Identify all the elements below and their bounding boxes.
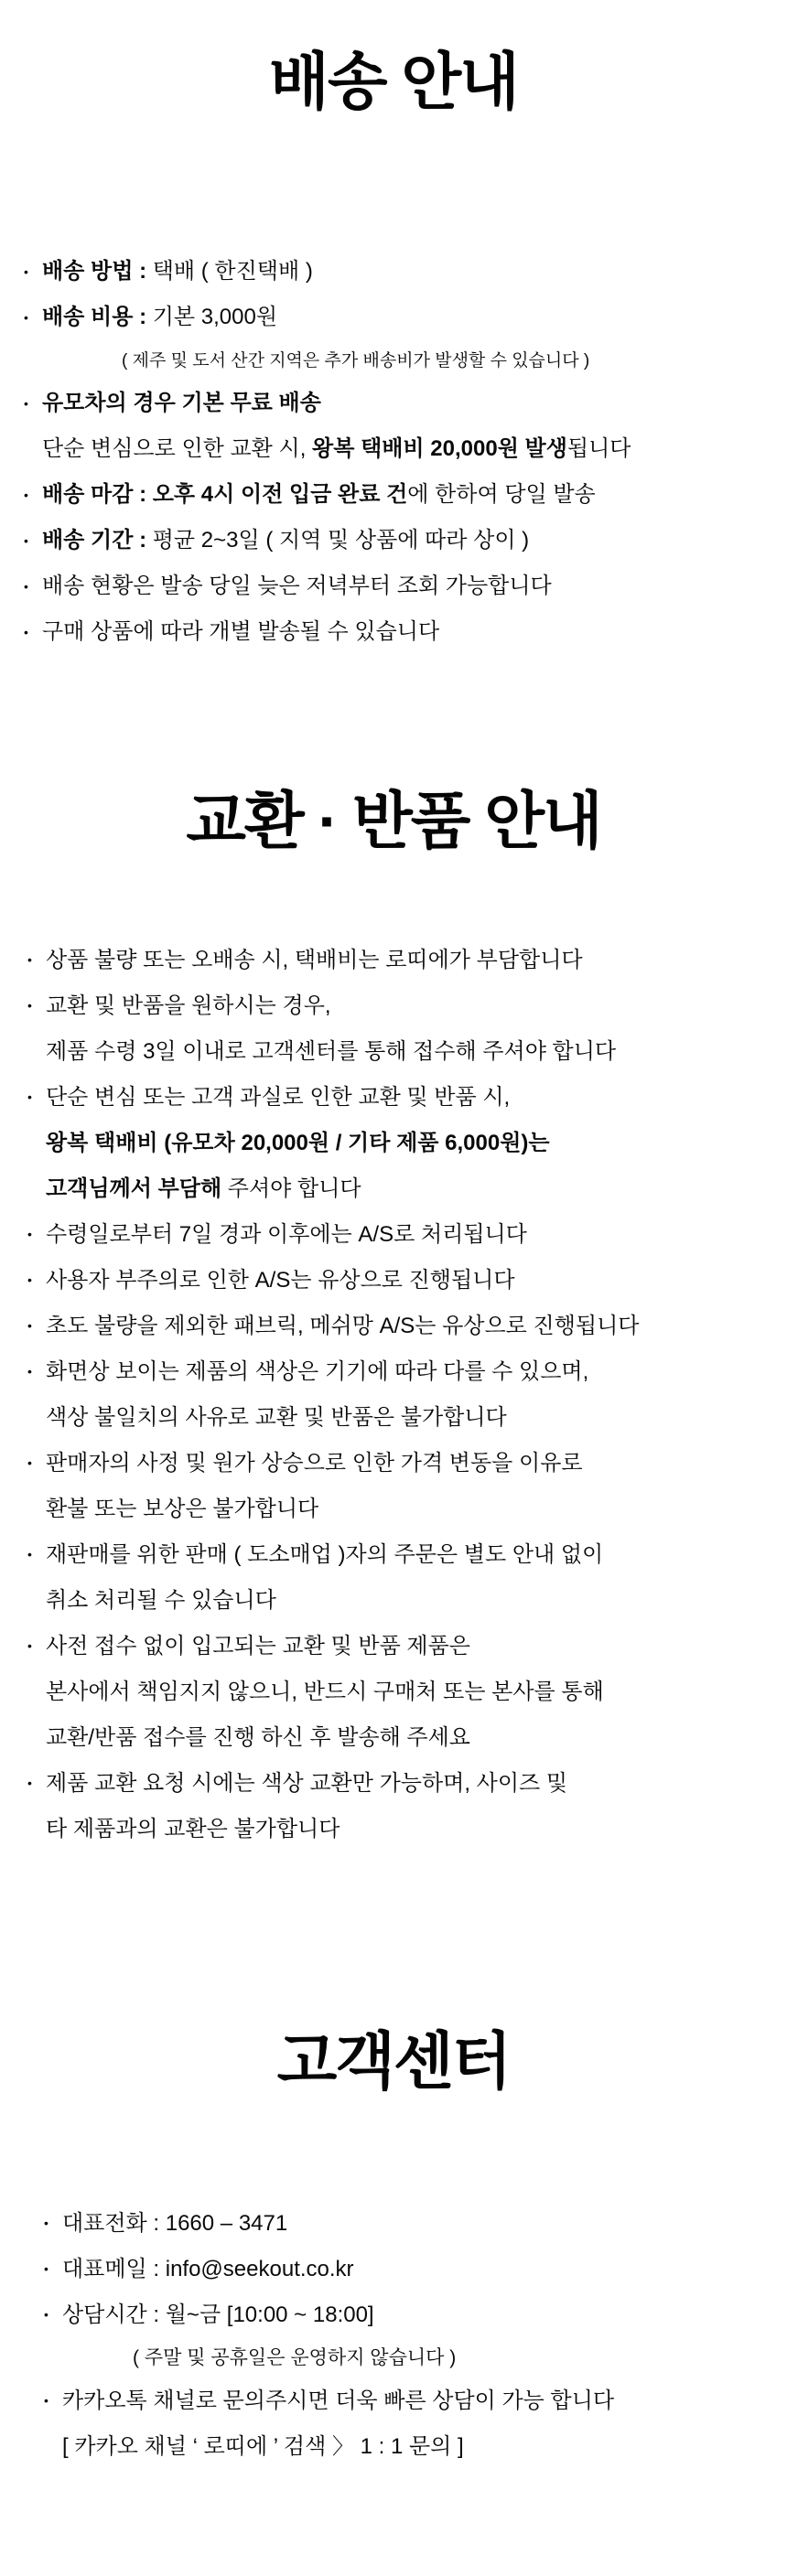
line-text (46, 1358, 588, 1386)
line-text (42, 527, 529, 554)
text: 색상 불일치의 사유로 교환 및 반품은 불가합니다 (46, 1404, 507, 1430)
list-item-note (0, 2338, 787, 2378)
bullet-dot-icon: • (24, 578, 28, 594)
line-text (46, 1084, 510, 1111)
line-text (62, 2256, 354, 2283)
list-item (0, 564, 787, 609)
bullet-dot-icon: • (27, 998, 32, 1014)
text-bold: 배송 기간 : (42, 528, 153, 553)
text: 기본 3,000원 (152, 305, 278, 330)
text: ( 제주 및 도서 산간 지역은 추가 배송비가 발생할 수 있습니다 ) (122, 350, 590, 370)
list-item (0, 983, 787, 1029)
text-bold: 배송 방법 : (42, 259, 153, 284)
customer-center-section-title: 고객센터 (276, 2026, 511, 2097)
bullet-dot-icon: • (27, 1227, 32, 1242)
text: ( 주말 및 공휴일은 운영하지 않습니다 ) (133, 2347, 457, 2369)
list-item (0, 1075, 787, 1121)
line-text (133, 2346, 456, 2370)
list-item-continuation (0, 1487, 787, 1532)
line-text (46, 947, 583, 974)
list-item-continuation (0, 1395, 787, 1441)
text: 대표전화 : 1660 – 3471 (62, 2211, 288, 2237)
section-list (0, 2201, 787, 2470)
section-list (0, 938, 787, 1852)
list-item-continuation (0, 1121, 787, 1166)
list-item (0, 518, 787, 564)
line-text (46, 1541, 603, 1569)
line-text (42, 304, 277, 331)
list-item (0, 1304, 787, 1349)
text: [ 카카오 채널 ‘ 로띠에 ’ 검색 〉 1 : 1 문의 ] (62, 2434, 464, 2460)
line-text (46, 1770, 567, 1798)
list-item (0, 295, 787, 340)
line-text (46, 1816, 340, 1843)
line-text (42, 618, 439, 646)
list-item (0, 2247, 787, 2292)
line-text (42, 573, 552, 600)
list-item-continuation (0, 1578, 787, 1624)
text: 초도 불량을 제외한 패브릭, 메쉬망 A/S는 유상으로 진행됩니다 (46, 1313, 640, 1338)
line-text (46, 1450, 583, 1477)
text: 배송 현황은 발송 당일 늦은 저녁부터 조회 가능합니다 (42, 574, 552, 599)
text: 교환/반품 접수를 진행 하신 후 발송해 주세요 (46, 1724, 470, 1750)
bullet-dot-icon: • (24, 487, 28, 502)
line-text (46, 1724, 470, 1752)
bullet-dot-icon: • (27, 1272, 32, 1288)
text-bold: 고객님께서 부담해 (46, 1175, 222, 1201)
line-text (62, 2433, 464, 2461)
text-bold: 배송 마감 : 오후 4시 이전 입금 완료 건 (42, 482, 408, 508)
bullet-dot-icon: • (27, 1776, 32, 1791)
text: 재판매를 위한 판매 ( 도소매업 )자의 주문은 별도 안내 없이 (46, 1541, 604, 1567)
text: 교환 및 반품을 원하시는 경우, (46, 993, 331, 1018)
section-shipping (0, 0, 787, 655)
text: 제품 교환 요청 시에는 색상 교환만 가능하며, 사이즈 및 (46, 1770, 568, 1796)
text: 환불 또는 보상은 불가합니다 (46, 1496, 319, 1521)
text: 판매자의 사정 및 원가 상승으로 인한 가격 변동을 이유로 (46, 1450, 583, 1476)
list-item (0, 472, 787, 518)
list-item (0, 1624, 787, 1669)
list-item-continuation (0, 1715, 787, 1761)
bullet-dot-icon: • (44, 2261, 49, 2277)
list-item (0, 938, 787, 983)
bullet-dot-icon: • (27, 1089, 32, 1105)
list-item (0, 1761, 787, 1807)
shipping-section-title: 배송 안내 (269, 48, 518, 117)
text-bold: 배송 비용 : (42, 305, 153, 330)
text: 상품 불량 또는 오배송 시, 택배비는 로띠에가 부담합니다 (46, 947, 583, 972)
list-item-continuation (0, 1166, 787, 1212)
bullet-dot-icon: • (27, 952, 32, 968)
bullet-dot-icon: • (24, 395, 28, 411)
section-customer-center (0, 2022, 787, 2470)
list-item (0, 609, 787, 655)
list-item (0, 1349, 787, 1395)
list-item-continuation (0, 2424, 787, 2470)
line-text (42, 435, 631, 463)
text: 단순 변심 또는 고객 과실로 인한 교환 및 반품 시, (46, 1084, 511, 1110)
line-text (42, 258, 313, 285)
text: 수령일로부터 7일 경과 이후에는 A/S로 처리됩니다 (46, 1221, 527, 1247)
line-text (46, 1404, 507, 1432)
line-text (46, 1496, 318, 1523)
text: 사전 접수 없이 입고되는 교환 및 반품 제품은 (46, 1633, 470, 1658)
line-text (46, 1587, 276, 1615)
list-item (0, 2201, 787, 2247)
bullet-dot-icon: • (44, 2307, 49, 2323)
line-text (46, 1267, 515, 1294)
list-item (0, 1258, 787, 1304)
text-bold: 왕복 택배비 20,000원 발생 (312, 436, 567, 462)
line-text (46, 1679, 604, 1706)
list-item-continuation (0, 1029, 787, 1075)
text: 택배 ( 한진택배 ) (152, 259, 313, 284)
section-exchange-return (0, 781, 787, 1852)
text: 단순 변심으로 인한 교환 시, (42, 436, 313, 462)
list-item-note (0, 340, 787, 381)
bullet-dot-icon: • (27, 1318, 32, 1334)
text: 평균 2~3일 ( 지역 및 상품에 따라 상이 ) (152, 528, 530, 553)
bullet-dot-icon: • (24, 263, 28, 279)
line-text (62, 2302, 374, 2329)
bullet-dot-icon: • (27, 1638, 32, 1654)
text-bold: 왕복 택배비 (유모차 20,000원 / 기타 제품 6,000원)는 (46, 1130, 550, 1155)
text: 화면상 보이는 제품의 색상은 기기에 따라 다를 수 있으며, (46, 1358, 589, 1384)
bullet-dot-icon: • (27, 1547, 32, 1562)
section-list (0, 249, 787, 655)
line-text (122, 350, 589, 372)
text: 대표메일 : info@seekout.co.kr (62, 2257, 354, 2282)
list-item (0, 1441, 787, 1487)
text: 주셔야 합니다 (221, 1175, 361, 1201)
list-item (0, 2378, 787, 2424)
line-text (46, 1221, 527, 1249)
line-text (42, 481, 596, 509)
list-item (0, 1212, 787, 1258)
text: 사용자 부주의로 인한 A/S는 유상으로 진행됩니다 (46, 1267, 515, 1293)
list-item (0, 2292, 787, 2338)
text: 카카오톡 채널로 문의주시면 더욱 빠른 상담이 가능 합니다 (62, 2388, 615, 2414)
list-item-continuation (0, 1669, 787, 1715)
line-text (62, 2210, 287, 2238)
text: 됩니다 (566, 436, 631, 462)
text: 제품 수령 3일 이내로 고객센터를 통해 접수해 주셔야 합니다 (46, 1038, 617, 1064)
text: 에 한하여 당일 발송 (407, 482, 596, 508)
list-item (0, 249, 787, 295)
text-bold: 유모차의 경우 기본 무료 배송 (42, 391, 321, 416)
bullet-dot-icon: • (44, 2216, 49, 2231)
line-text (42, 390, 321, 417)
list-item (0, 1532, 787, 1578)
list-item (0, 381, 787, 426)
list-item-continuation (0, 1807, 787, 1852)
line-text (46, 1175, 361, 1203)
bullet-dot-icon: • (24, 309, 28, 325)
bullet-dot-icon: • (24, 624, 28, 639)
line-text (46, 1633, 470, 1660)
bullet-dot-icon: • (44, 2393, 49, 2409)
text: 구매 상품에 따라 개별 발송될 수 있습니다 (42, 619, 440, 645)
list-item-continuation (0, 426, 787, 472)
line-text (46, 1038, 616, 1066)
line-text (46, 1313, 639, 1340)
text: 타 제품과의 교환은 불가합니다 (46, 1816, 340, 1841)
bullet-dot-icon: • (24, 532, 28, 548)
text: 본사에서 책임지지 않으니, 반드시 구매처 또는 본사를 통해 (46, 1679, 604, 1704)
bullet-dot-icon: • (27, 1364, 32, 1379)
bullet-dot-icon: • (27, 1455, 32, 1471)
line-text (62, 2388, 614, 2415)
line-text (46, 993, 331, 1020)
line-text (46, 1130, 550, 1157)
text: 상담시간 : 월~금 [10:00 ~ 18:00] (62, 2302, 374, 2328)
text: 취소 처리될 수 있습니다 (46, 1587, 276, 1613)
exchange-return-section-title: 교환 · 반품 안내 (186, 787, 601, 857)
